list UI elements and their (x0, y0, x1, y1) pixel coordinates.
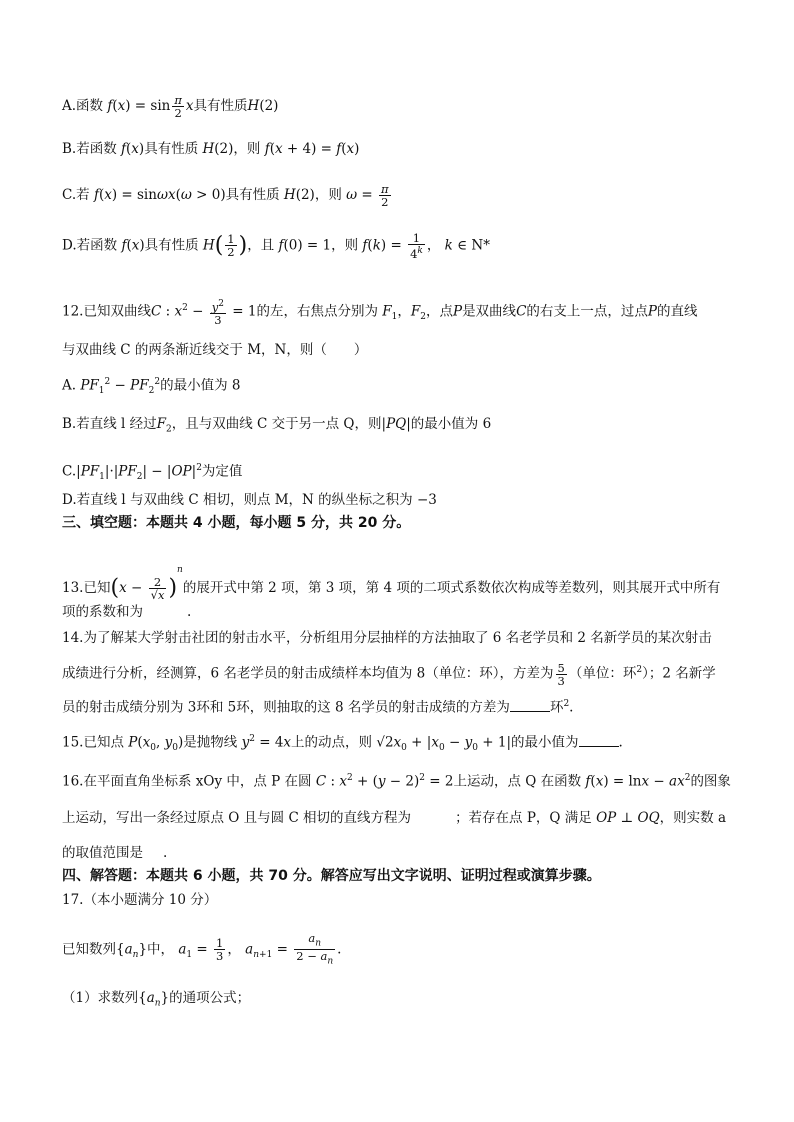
answer-blank (579, 732, 619, 747)
q14-line2: 成绩进行分析，经测算，6 名老学员的射击成绩样本均值为 8（单位：环），方差为 $\frac{5}{3}$ （单位：环$^2$）；2 名新学 (62, 660, 716, 688)
section-3-title: 三、填空题：本题共 4 小题，每小题 5 分，共 20 分。 (62, 515, 411, 531)
q13-line1: 13.已知(x − $\frac{2}{√x}$ )$^n$的展开式中第 2 项，第 3 项，第 4 项的二项式系数依次构成等差数列，则其展开式中所有 (62, 565, 721, 602)
q12-option-a: A. $PF_1^2 - PF_2^2$的最小值为 8 (62, 377, 241, 397)
q17-label: 17.（本小题满分 10 分） (62, 892, 218, 908)
q16-line2: 上运动，写出一条经过原点 O 且与圆 C 相切的直线方程为 ；若存在点 P，Q 满足 OP ⊥ OQ，则实数 a (62, 810, 727, 826)
q17-part1: （1）求数列$\{a_n\}$的通项公式； (62, 990, 251, 1009)
q14-line1: 14.为了解某大学射击社团的射击水平，分析组用分层抽样的方法抽取了 6 名老学员和 2 名新学员的某次射击 (62, 630, 712, 646)
q12-stem-line1: 12.已知双曲线C : $x^2$ − $\frac{y^2}{3}$ = 1的左，右焦点分别为 $F_1$，$F_2$，点P是双曲线C的右支上一点，过点P的直线 (62, 299, 698, 327)
q11-option-d: D.若函数 f(x)具有性质 H( $\frac{1}{2}$ )，且 f(0) = 1，则 f(k) = $\frac{1}{4^k}$ ， k ∈ N* (62, 231, 490, 261)
q12-option-c: $C.|PF_1|\cdot|PF_2| - |OP|^2$为定值 (62, 463, 243, 483)
q13-line2: 项的系数和为 . (62, 604, 192, 620)
q12-option-b: B.若直线 l 经过$F_2$，且与双曲线 C 交于另一点 Q，则|PQ|的最小值为 6 (62, 416, 492, 435)
q16-line1: 16.在平面直角坐标系 xOy 中，点 P 在圆 C : $x^2 + (y - 2)^2 = 2$上运动，点 Q 在函数 $f(x) = \ln x - ax^2$的图象 (62, 773, 731, 790)
q17-stem: 已知数列$\{a_n\}$中， $a_1$ = $\frac{1}{3}$ ， $a_{n+1}$ = $\frac{a_n}{2 - a_n}$ . (62, 931, 342, 967)
q15: 15.已知点 $P(x_0$, $y_0$)是抛物线 $y^2 = 4x$上的动点，则 $√2x_0 + |x_0 - y_0 + 1|$的最小值为 . (62, 729, 623, 758)
q16-line3: 的取值范围是 . (62, 845, 168, 861)
q11-option-c: C.若 f(x) = sinωx(ω > 0)具有性质 H(2)，则 ω = $\frac{\pi}{2}$ (62, 182, 389, 209)
q14-line3: 员的射击成绩分别为 3环和 5环，则抽取的这 8 名学员的射击成绩的方差为 环$^2$. (62, 694, 573, 718)
q12-stem-line2: 与双曲线 C 的两条渐近线交于 M，N，则（ ） (62, 342, 368, 358)
section-4-title: 四、解答题：本题共 6 小题，共 70 分。解答应写出文字说明、证明过程或演算步骤。 (62, 868, 601, 884)
q12-option-d: D.若直线 l 与双曲线 C 相切，则点 M，N 的纵坐标之积为 −3 (62, 492, 437, 508)
answer-blank (510, 697, 550, 712)
q11-option-b: B.若函数 f(x)具有性质 H(2)，则 f(x + 4) = f(x) (62, 141, 360, 157)
q11-option-a: A.函数 f(x) = sin $\frac{\pi}{2}$ x具有性质H(2) (62, 93, 279, 120)
